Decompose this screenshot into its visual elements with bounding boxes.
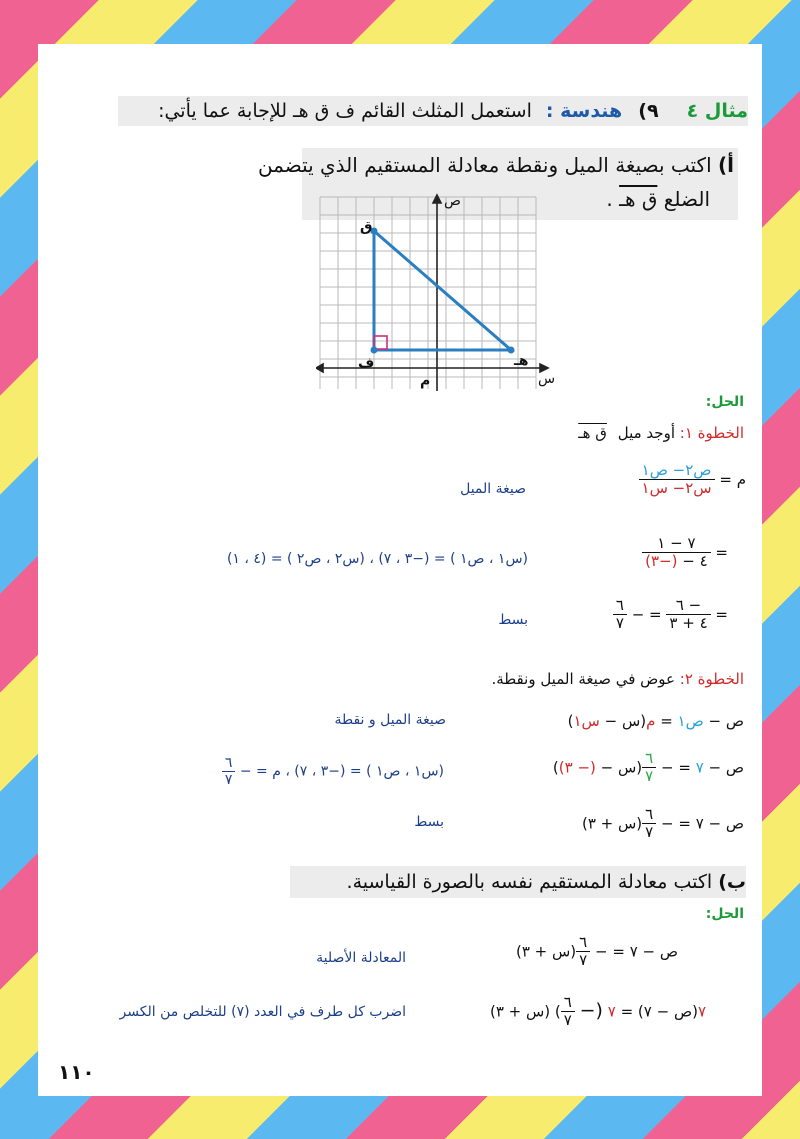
eq1-x1: س١ [573, 712, 600, 730]
point-slope-note: صيغة الميل و نقطة [334, 712, 446, 728]
eq5-fnum: ٦ [563, 993, 572, 1011]
step-2 [491, 670, 744, 688]
multiply-equation [490, 994, 706, 1030]
substitution-den-b: (−٣) [645, 552, 678, 571]
eq2-seven: ٧ [695, 758, 704, 777]
eq5-fraction [561, 994, 575, 1030]
eq5-seven-right: ٧ [607, 1002, 616, 1021]
example-header [118, 96, 748, 126]
topic-label: هندسة : [545, 100, 623, 122]
substitution-den-a: ٤ − [677, 552, 708, 571]
simplify-note: بسط [498, 612, 528, 628]
simplify-fraction [666, 597, 710, 633]
point-slope-simplified [582, 806, 744, 842]
eq2-equals: = − [661, 758, 696, 777]
origin-label: م [420, 373, 431, 389]
equals-minus: = − [631, 605, 662, 624]
substitution-note-text: (س١ ، ص١ ) = (−٣ ، ٧) ، م = − [239, 763, 444, 780]
eq4-fnum: ٦ [579, 933, 588, 951]
eq5-fden: ٧ [561, 1011, 575, 1029]
eq2-fnum: ٦ [645, 749, 654, 767]
eq2-neg3: (− ٣) [558, 758, 596, 777]
eq4-b: (س + ٣) [515, 942, 577, 961]
eq2-a: ص − [703, 758, 744, 777]
step-2-label: الخطوة ٢: [679, 670, 744, 688]
eq5-seven-left: ٧ [697, 1002, 706, 1021]
solution-label-2: الحل: [705, 906, 744, 922]
solution-label: الحل: [705, 394, 744, 410]
part-a-label: أ) [718, 153, 734, 177]
part-b-label: ب) [718, 871, 746, 893]
part-a-segment: ق هـ [619, 187, 658, 211]
point-slope-substitution [553, 750, 744, 786]
eq3-fraction [642, 806, 656, 842]
simplify-numerator: − ٦ [675, 596, 702, 614]
vertex-h-label: هـ [514, 353, 529, 369]
slope-formula-note: صيغة الميل [460, 481, 526, 497]
slope-fraction [639, 462, 715, 498]
eq4-a: ص − ٧ = − [595, 942, 678, 961]
eq1-a: ص − [703, 712, 744, 730]
vertex-f-label: ف [358, 355, 375, 371]
eq2-fraction [642, 750, 656, 786]
original-equation [516, 934, 678, 970]
slope-lhs: م = [719, 470, 746, 489]
eq5-e: ) (س + ٣) [489, 1002, 561, 1021]
x-axis-label: س [538, 371, 556, 387]
eq2-x: (س − [595, 758, 643, 777]
equals-sign: = [715, 543, 728, 562]
substitution-note [222, 755, 444, 788]
slope-simplified [613, 597, 728, 633]
slope-result-den: ٧ [613, 614, 627, 632]
eq1-x: (س − [599, 712, 647, 730]
eq5-open: (− [579, 999, 603, 1022]
part-b-text: اكتب معادلة المستقيم نفسه بالصورة القياسية. [346, 871, 713, 893]
slope-result-num: ٦ [615, 596, 624, 614]
slope-numerator: ص٢− ص١ [641, 461, 712, 479]
multiply-note: اضرب كل طرف في العدد (٧) للتخلص من الكسر [119, 1004, 406, 1020]
substitution-fraction [642, 535, 711, 571]
eq3-a: ص − ٧ = − [661, 814, 744, 833]
step-1-label: الخطوة ١: [679, 424, 744, 442]
note-fnum: ٦ [224, 755, 233, 771]
eq4-fden: ٧ [576, 951, 590, 969]
eq3-fnum: ٦ [645, 805, 654, 823]
substitution-note-fraction [222, 755, 236, 788]
part-a-line1: اكتب بصيغة الميل ونقطة معادلة المستقيم الذي يتضمن [257, 153, 712, 177]
part-a-period: . [606, 187, 613, 211]
eq1-y1: ص١ [677, 712, 704, 730]
equals-sign-2: = [715, 605, 728, 624]
original-equation-note: المعادلة الأصلية [316, 950, 406, 966]
points-note: (س١ ، ص١ ) = (−٣ ، ٧) ، (س٢ ، ص٢ ) = (٤ ، ١) [226, 551, 528, 567]
slope-formula [639, 462, 747, 498]
simplify-note-2: بسط [414, 814, 444, 830]
eq4-fraction [576, 934, 590, 970]
eq1-equals: = [655, 712, 678, 730]
page-number: ١١٠ [58, 1060, 95, 1084]
substitution-numerator: ٧ − ١ [657, 534, 696, 552]
eq3-b: (س + ٣) [581, 814, 643, 833]
triangle-graph [316, 193, 556, 393]
question-number: ٩) [638, 100, 659, 122]
part-a-line2: الضلع [663, 187, 710, 211]
vertex-q-label: ق [360, 219, 373, 235]
part-b-prompt [290, 866, 746, 898]
example-label: مثال ٤ [686, 100, 748, 122]
eq5-b: (ص − ٧) = [615, 1002, 698, 1021]
step-1-segment: ق هـ [578, 424, 607, 442]
eq1-m: م [646, 712, 656, 730]
y-axis-label: ص [444, 193, 461, 209]
step-1-text: أوجد ميل [617, 424, 675, 442]
note-fden: ٧ [222, 771, 236, 788]
eq2-fden: ٧ [642, 767, 656, 785]
step-2-text: عوض في صيغة الميل ونقطة. [491, 670, 675, 688]
simplify-denominator: ٤ + ٣ [666, 614, 710, 632]
eq2-close: ) [552, 758, 559, 777]
question-text: استعمل المثلث القائم ف ق هـ للإجابة عما يأتي: [158, 100, 532, 122]
eq3-fden: ٧ [642, 823, 656, 841]
slope-denominator: س٢− س١ [639, 479, 715, 497]
point-slope-formula [568, 712, 744, 730]
step-1 [578, 424, 744, 442]
slope-substitution [642, 535, 728, 571]
slope-result-fraction [613, 597, 627, 633]
eq1-close: ) [567, 712, 574, 730]
